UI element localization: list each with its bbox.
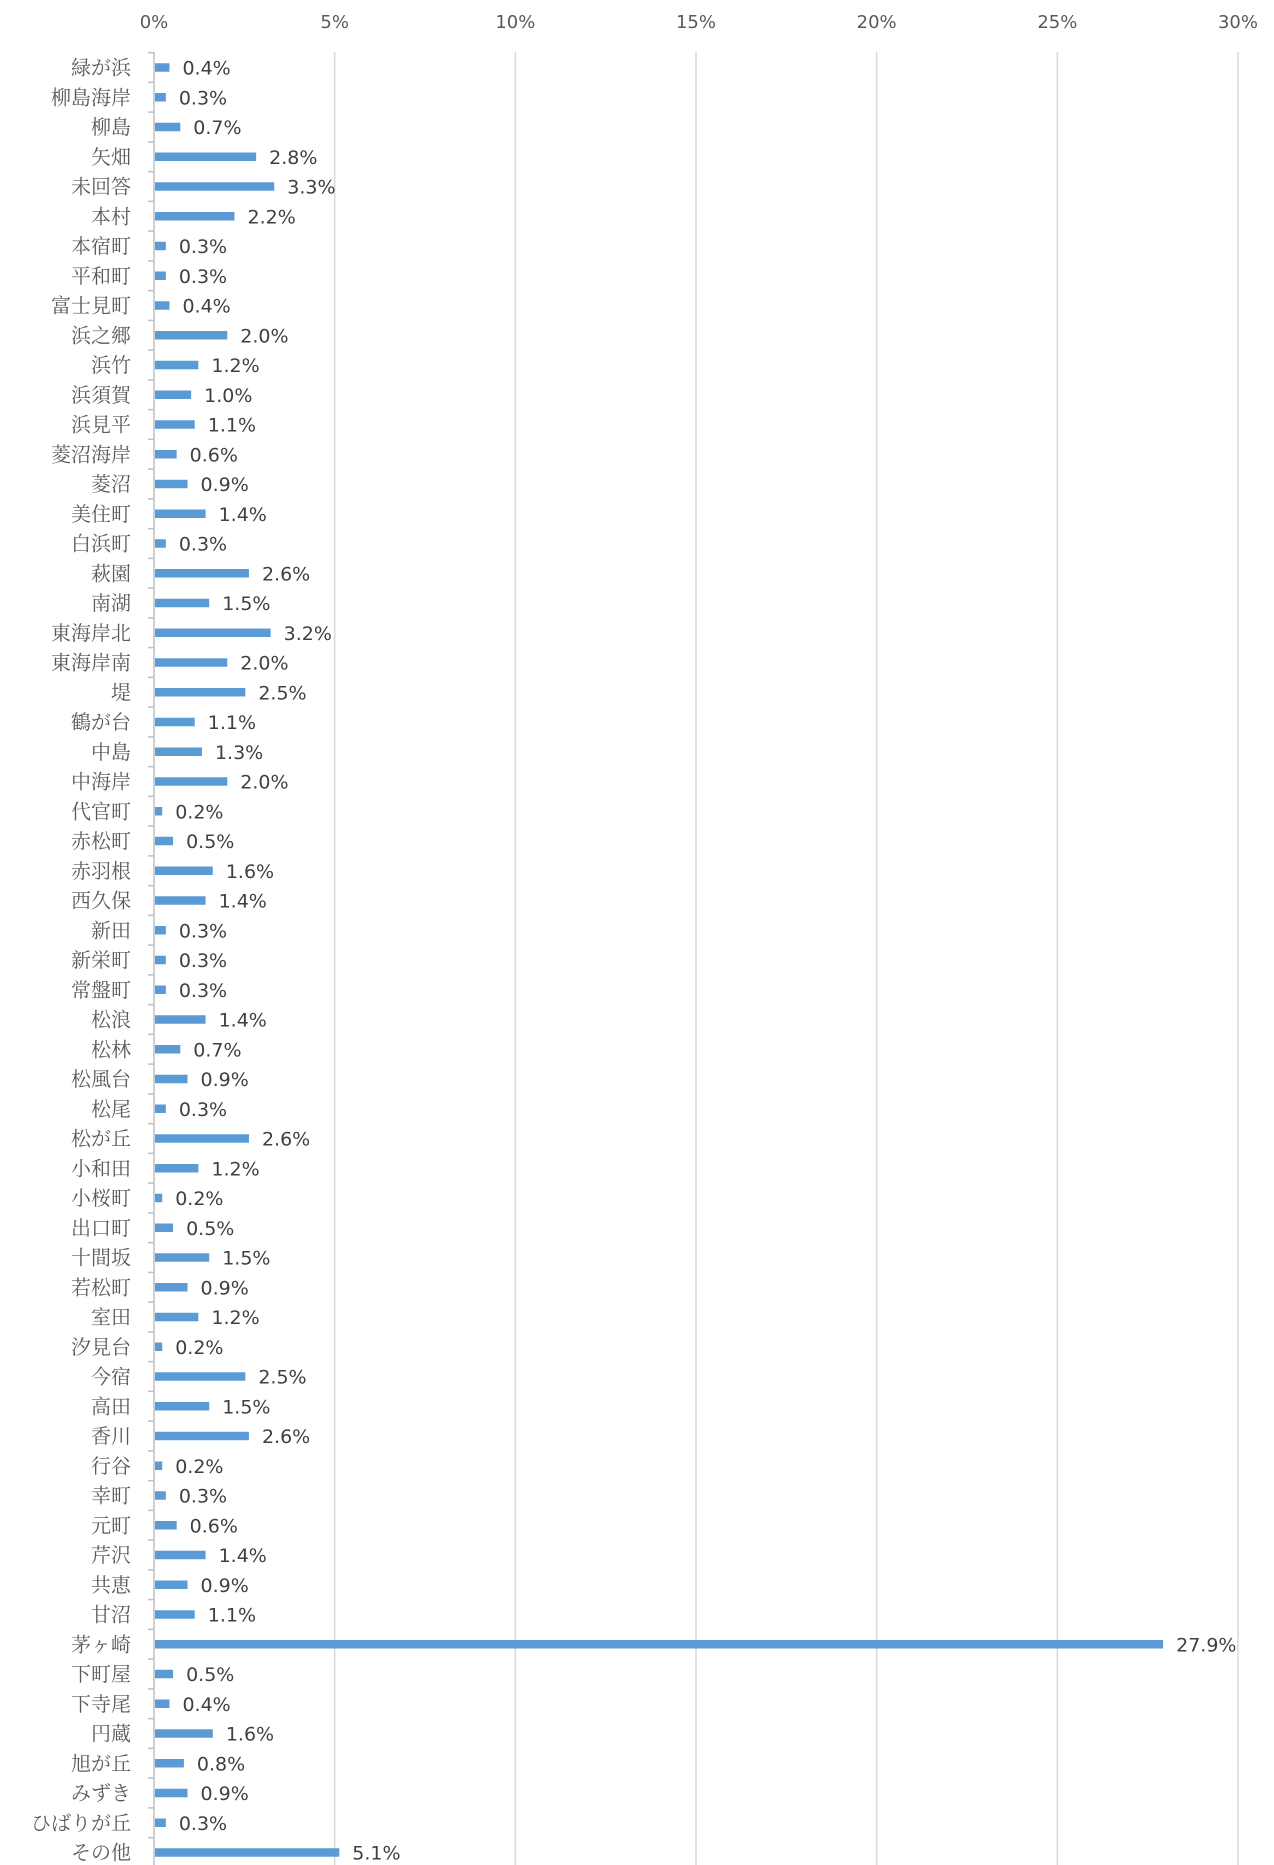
bar [155, 242, 166, 251]
bar [155, 1700, 169, 1709]
category-label: 松が丘 [71, 1126, 131, 1151]
data-label: 1.5% [222, 593, 271, 615]
category-label: 柳島 [91, 115, 131, 139]
category-label: 松林 [91, 1037, 131, 1062]
data-label: 2.2% [247, 206, 296, 229]
category-label: 本宿町 [71, 234, 131, 258]
bar [155, 1253, 209, 1262]
category-label: 小桜町 [71, 1186, 131, 1210]
category-label: 堤 [111, 680, 131, 705]
bar [155, 1432, 249, 1441]
bar [155, 629, 271, 638]
bar [155, 658, 227, 667]
data-label: 1.1% [207, 712, 257, 734]
category-label: 松風台 [71, 1067, 131, 1091]
category-label: 香川 [91, 1424, 131, 1448]
category-label: 菱沼 [91, 472, 131, 496]
category-label: 南湖 [91, 591, 131, 615]
category-label: 矢畑 [91, 144, 131, 169]
data-label: 1.4% [218, 1545, 267, 1567]
category-label: 浜竹 [91, 353, 131, 377]
bar [155, 569, 249, 578]
bar [155, 93, 166, 102]
bar [155, 1491, 166, 1500]
category-label: 中海岸 [71, 769, 131, 794]
category-label: 浜須賀 [71, 382, 131, 407]
data-label: 2.8% [269, 146, 318, 169]
category-label: 十間坂 [71, 1245, 131, 1270]
bar [155, 1402, 209, 1411]
category-label: 白浜町 [71, 531, 131, 556]
category-label: 松尾 [91, 1096, 131, 1121]
bar [155, 123, 180, 132]
data-label: 0.4% [182, 1693, 231, 1716]
data-label: 0.3% [178, 1485, 228, 1508]
data-label: 0.3% [178, 87, 228, 110]
bar [155, 837, 173, 846]
x-tick-label: 25% [1037, 12, 1078, 33]
bar [155, 539, 166, 548]
category-label: 美住町 [71, 501, 131, 526]
data-label: 2.6% [261, 1426, 311, 1448]
bar [155, 807, 162, 816]
bar [155, 956, 166, 965]
bar [155, 777, 227, 786]
category-label: 鶴が台 [71, 710, 131, 734]
category-label: 平和町 [71, 263, 131, 288]
bar [155, 1581, 188, 1590]
x-tick-label: 15% [675, 12, 717, 33]
category-axis [148, 52, 154, 1865]
x-tick-label: 10% [495, 12, 536, 33]
bar [155, 1372, 245, 1381]
data-label: 0.5% [186, 1217, 235, 1240]
category-label: 東海岸北 [51, 620, 131, 645]
category-label: 赤松町 [71, 829, 131, 853]
data-label: 0.3% [178, 265, 228, 288]
category-label: 幸町 [91, 1483, 131, 1508]
bar [155, 1759, 184, 1768]
bar [155, 599, 209, 608]
data-label: 0.3% [178, 920, 228, 943]
bar [155, 1015, 206, 1024]
bar [155, 480, 188, 489]
data-label: 0.3% [178, 1098, 228, 1121]
data-label: 2.0% [240, 325, 289, 348]
category-label: 円蔵 [91, 1721, 131, 1746]
category-label: ひばりが丘 [31, 1810, 131, 1835]
bar [155, 1819, 166, 1828]
data-label: 0.6% [189, 444, 238, 467]
data-label: 0.4% [182, 57, 231, 80]
bar [155, 212, 234, 221]
x-tick-label: 0% [139, 12, 169, 33]
category-label: 汐見台 [71, 1334, 131, 1359]
data-label: 0.9% [200, 1277, 249, 1300]
data-label: 0.9% [200, 1069, 249, 1091]
category-label: 新栄町 [71, 948, 131, 972]
category-label: 浜見平 [71, 412, 131, 437]
category-label: その他 [71, 1840, 131, 1865]
category-label: 柳島海岸 [51, 85, 131, 110]
bar [155, 1610, 195, 1619]
category-label: 元町 [91, 1513, 131, 1538]
data-label: 5.1% [352, 1842, 401, 1865]
data-label: 1.4% [218, 503, 267, 526]
category-label: 富士見町 [51, 293, 131, 318]
data-label: 1.4% [218, 1009, 267, 1032]
bar [155, 1283, 188, 1292]
data-label: 0.4% [182, 295, 231, 318]
category-label: 本村 [91, 204, 131, 229]
data-label: 1.5% [222, 1396, 271, 1419]
bar [155, 450, 177, 459]
bar [155, 182, 274, 191]
bar [155, 420, 195, 429]
data-label: 3.2% [283, 622, 332, 645]
bar [155, 718, 195, 727]
category-label: 高田 [91, 1394, 131, 1419]
data-label: 0.2% [175, 1188, 224, 1210]
bar [155, 688, 245, 697]
bar [155, 748, 202, 757]
category-label: 甘沼 [91, 1602, 131, 1627]
data-label: 2.6% [261, 563, 311, 586]
bar [155, 1462, 162, 1471]
category-label: みずき [71, 1781, 131, 1805]
data-label: 2.0% [240, 771, 289, 794]
category-labels [31, 56, 133, 1865]
category-label: 代官町 [71, 799, 131, 824]
data-label: 1.2% [211, 1158, 260, 1181]
bar [155, 391, 191, 400]
bar [155, 1194, 162, 1203]
data-label: 2.0% [240, 652, 289, 675]
category-label: 萩園 [91, 561, 131, 586]
category-label: 下寺尾 [71, 1691, 131, 1716]
data-label: 0.6% [189, 1515, 238, 1538]
bar [155, 1729, 213, 1738]
category-label: 室田 [91, 1305, 131, 1329]
category-label: 菱沼海岸 [51, 442, 131, 467]
bar [155, 63, 169, 72]
category-label: 芹沢 [91, 1543, 131, 1567]
data-label: 0.2% [175, 1455, 224, 1478]
x-axis-tick-labels [140, 12, 1258, 33]
data-label: 0.7% [193, 117, 242, 139]
bar [155, 1045, 180, 1054]
data-label: 1.1% [207, 414, 257, 437]
category-label: 西久保 [71, 888, 131, 913]
category-label: 新田 [91, 918, 131, 943]
bar [155, 1224, 173, 1233]
bar [155, 1105, 166, 1114]
bar [155, 1848, 339, 1857]
category-label: 出口町 [71, 1215, 131, 1240]
category-label: 中島 [91, 739, 131, 764]
data-label: 0.9% [200, 1783, 249, 1805]
data-label: 1.4% [218, 890, 267, 913]
category-label: 浜之郷 [71, 323, 131, 348]
x-tick-label: 20% [856, 12, 897, 33]
x-tick-label: 30% [1217, 12, 1259, 33]
bar [155, 1313, 198, 1322]
bar [155, 896, 206, 905]
data-label: 1.3% [214, 741, 264, 764]
bars [155, 63, 1163, 1857]
data-label: 2.6% [261, 1128, 311, 1151]
bar [155, 1789, 188, 1798]
data-label: 2.5% [258, 682, 307, 705]
data-label: 0.3% [178, 533, 228, 556]
category-label: 今宿 [91, 1364, 131, 1389]
data-label: 1.6% [225, 1723, 275, 1746]
category-label: 茅ヶ崎 [71, 1632, 131, 1657]
bar [155, 1075, 188, 1084]
data-label: 1.1% [207, 1604, 257, 1627]
category-label: 小和田 [71, 1156, 131, 1181]
category-label: 未回答 [71, 174, 131, 199]
data-label: 0.3% [178, 950, 228, 972]
category-label: 常盤町 [71, 977, 131, 1002]
data-label: 0.3% [178, 236, 228, 258]
bar [155, 926, 166, 935]
bar [155, 153, 256, 162]
data-label: 0.5% [186, 1664, 235, 1686]
data-label: 1.2% [211, 355, 260, 377]
bar [155, 1551, 206, 1560]
category-label: 若松町 [71, 1275, 131, 1300]
data-label: 0.2% [175, 801, 224, 824]
data-label: 0.5% [186, 831, 235, 853]
bar [155, 361, 198, 370]
category-label: 緑が浜 [71, 55, 131, 80]
data-label: 1.5% [222, 1247, 271, 1270]
data-label: 3.3% [287, 176, 336, 199]
data-label: 0.3% [178, 1812, 228, 1835]
data-label: 2.5% [258, 1366, 307, 1389]
data-label: 0.2% [175, 1336, 224, 1359]
bar [155, 510, 206, 519]
data-label: 27.9% [1176, 1634, 1237, 1657]
data-label: 1.0% [204, 384, 253, 407]
data-label: 0.3% [178, 979, 228, 1002]
bar [155, 1521, 177, 1530]
data-label: 0.7% [193, 1039, 242, 1062]
data-label: 0.9% [200, 474, 249, 496]
bar [155, 331, 227, 340]
bar [155, 986, 166, 995]
category-label: 赤羽根 [71, 858, 131, 883]
bar [155, 867, 213, 876]
bar [155, 1164, 198, 1173]
category-label: 旭が丘 [71, 1751, 131, 1776]
category-label: 東海岸南 [51, 650, 131, 675]
bar [155, 1134, 249, 1143]
data-label: 1.6% [225, 860, 275, 883]
category-label: 松浪 [91, 1007, 131, 1032]
category-label: 共恵 [91, 1572, 131, 1597]
data-label: 1.2% [211, 1307, 260, 1329]
data-label: 0.9% [200, 1574, 249, 1597]
category-label: 行谷 [91, 1453, 131, 1478]
bar [155, 1343, 162, 1352]
category-label: 下町屋 [71, 1662, 131, 1686]
bar [155, 272, 166, 281]
x-tick-label: 5% [320, 12, 349, 33]
gridlines [335, 52, 1238, 1865]
data-label: 0.8% [196, 1753, 246, 1776]
bar [155, 1670, 173, 1679]
bar [155, 1640, 1163, 1649]
bar [155, 301, 169, 310]
